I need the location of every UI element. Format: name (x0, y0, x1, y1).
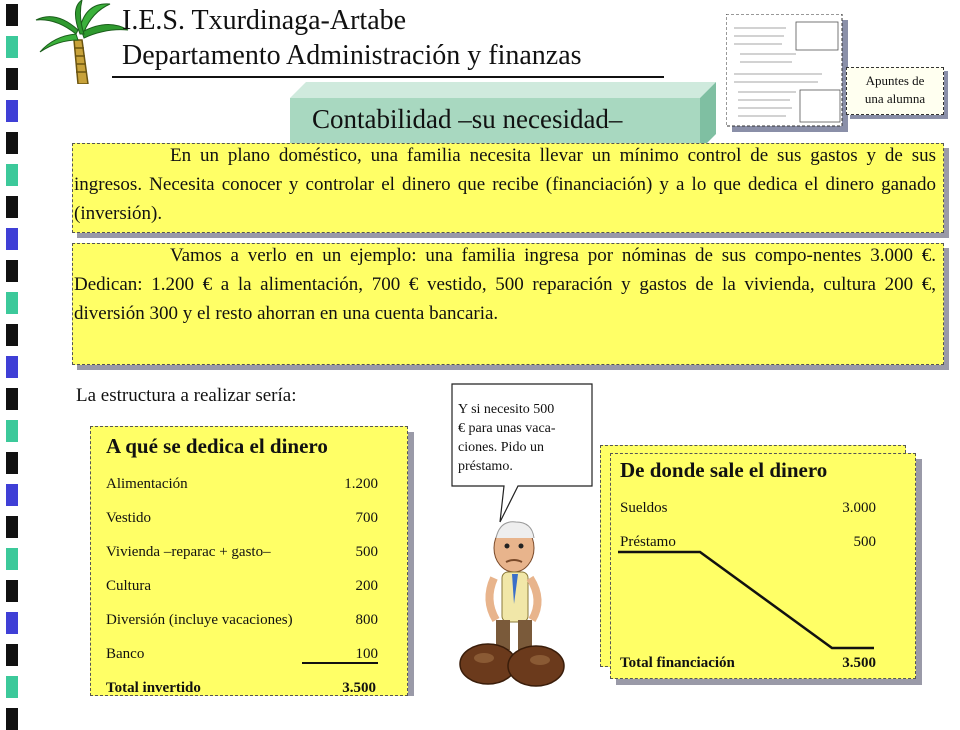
bubble-line: Y si necesito 500 (458, 402, 555, 417)
strip-square (6, 164, 18, 186)
sources-row-label: Sueldos (620, 500, 668, 516)
bubble-line: préstamo. (458, 459, 513, 474)
bubble-line: ciones. Pido un (458, 440, 544, 455)
example-text: Vamos a verlo en un ejemplo: una familia ingresa por nóminas de sus compo-nentes 3.000 €. Dedican: 1.200 € a la alimentación, 700 € vestido, 500 reparación y gastos de la vivienda, cultura 200 €, diversión 300 y el resto ahorran en una cuenta bancaria. (74, 245, 936, 324)
strip-square (6, 580, 18, 602)
callout-line: una alumna (864, 91, 926, 106)
uses-total-label: Total invertido (106, 680, 201, 696)
uses-row-value: 200 (355, 578, 378, 594)
sources-total-label: Total financiación (620, 655, 735, 671)
sources-row-value: 500 (853, 534, 876, 550)
strip-square (6, 420, 18, 442)
structure-label: La estructura a realizar sería: (76, 385, 297, 406)
bracket-line (612, 540, 880, 652)
strip-square (6, 612, 18, 634)
notebook-image (726, 14, 850, 134)
uses-row-value: 100 (355, 646, 378, 662)
total-rule (302, 662, 378, 664)
example-paragraph (74, 241, 936, 328)
strip-square (6, 516, 18, 538)
uses-row-label: Diversión (incluye vacaciones) (106, 612, 293, 628)
strip-square (6, 196, 18, 218)
strip-square (6, 388, 18, 410)
strip-square (6, 132, 18, 154)
decorative-strip (0, 0, 30, 720)
uses-row-value: 800 (355, 612, 378, 628)
department-name: Departamento Administración y finanzas (122, 40, 582, 71)
strip-square (6, 676, 18, 698)
strip-square (6, 292, 18, 314)
strip-square (6, 548, 18, 570)
sources-row-label: Préstamo (620, 534, 676, 550)
strip-square (6, 644, 18, 666)
uses-row-label: Banco (106, 646, 145, 662)
sources-total-value: 3.500 (842, 655, 876, 671)
uses-row-label: Vivienda –reparac + gasto– (106, 544, 271, 560)
school-name: I.E.S. Txurdinaga-Artabe (122, 5, 407, 36)
notes-callout (846, 67, 944, 115)
palm-tree-logo (26, 0, 136, 84)
old-man-character (456, 508, 566, 688)
sources-row-value: 3.000 (842, 500, 876, 516)
strip-square (6, 4, 18, 26)
strip-square (6, 484, 18, 506)
intro-text: En un plano doméstico, una familia necesita llevar un mínimo control de sus gastos y de sus ingresos. Necesita conocer y controlar el dinero que recibe (financiación) y a lo que dedica el dinero ganado (inversión). (74, 145, 936, 224)
callout-line: Apuntes de (865, 73, 925, 88)
strip-square (6, 260, 18, 282)
strip-square (6, 452, 18, 474)
strip-square (6, 324, 18, 346)
uses-row-value: 1.200 (344, 476, 378, 492)
strip-square (6, 100, 18, 122)
header-divider (112, 76, 664, 78)
uses-row-label: Cultura (106, 578, 151, 594)
uses-row-label: Vestido (106, 510, 151, 526)
strip-square (6, 708, 18, 730)
uses-row-value: 500 (355, 544, 378, 560)
uses-title: A qué se dedica el dinero (106, 434, 328, 458)
bubble-line: € para unas vaca- (458, 421, 556, 436)
intro-paragraph (74, 141, 936, 228)
strip-square (6, 68, 18, 90)
uses-total-value: 3.500 (342, 680, 376, 696)
strip-square (6, 36, 18, 58)
strip-square (6, 228, 18, 250)
sources-title: De donde sale el dinero (620, 458, 828, 482)
section-title: Contabilidad –su necesidad– (312, 104, 623, 134)
bubble-text (458, 400, 594, 476)
uses-row-label: Alimentación (106, 476, 188, 492)
strip-square (6, 356, 18, 378)
uses-row-value: 700 (355, 510, 378, 526)
